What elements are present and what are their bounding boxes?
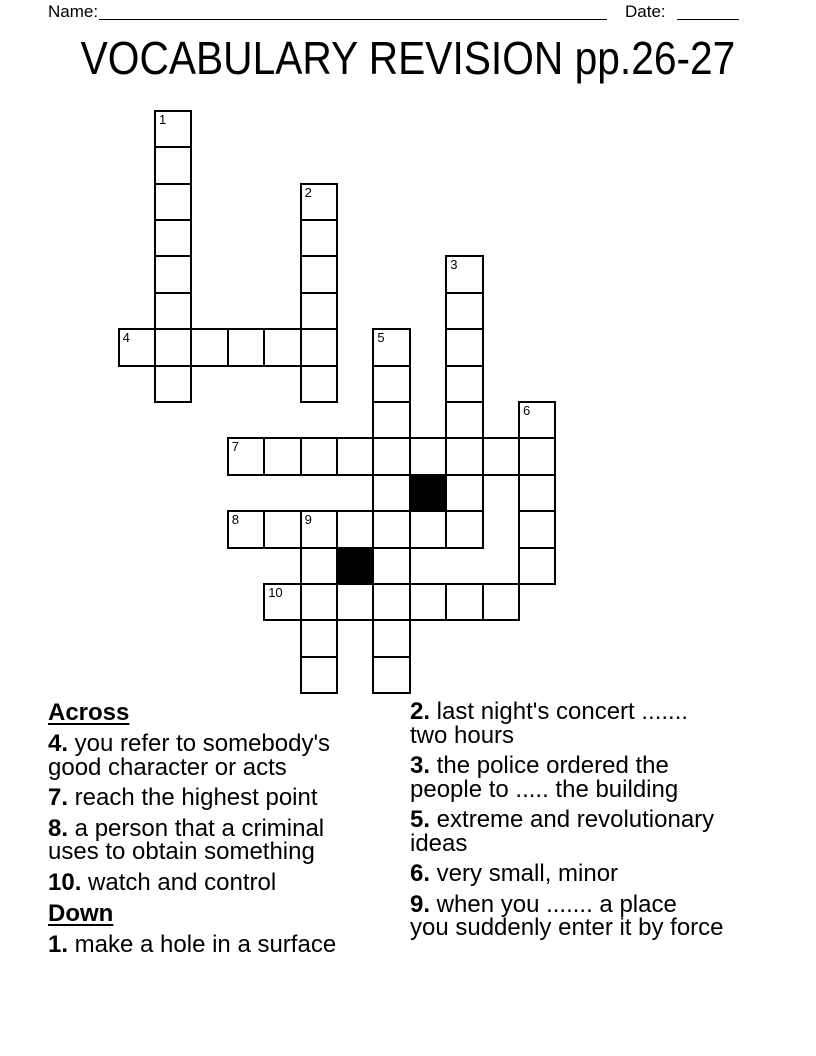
grid-cell[interactable] [154, 365, 192, 403]
down-clues-list-rest [410, 700, 760, 940]
crossword-grid [118, 110, 557, 695]
cell-number: 9 [304, 512, 312, 528]
grid-cell[interactable] [300, 656, 338, 694]
clue-number: 7. [48, 784, 69, 811]
across-clues-list [48, 732, 370, 894]
grid-cell[interactable] [518, 437, 556, 475]
grid-cell[interactable] [300, 365, 338, 403]
grid-cell[interactable] [372, 583, 410, 621]
clue-across-4: 4. you refer to somebody's good character or acts [48, 730, 331, 781]
clue-across-10: 10. watch and control [48, 868, 277, 896]
blocked-cell [409, 474, 447, 512]
grid-cell[interactable] [227, 437, 265, 475]
cell-number: 5 [377, 330, 385, 346]
grid-cell[interactable] [263, 510, 301, 548]
grid-cell[interactable] [300, 255, 338, 293]
grid-cell[interactable] [263, 437, 301, 475]
grid-cell[interactable] [336, 510, 374, 548]
grid-cell[interactable] [263, 328, 301, 366]
grid-cell[interactable] [154, 146, 192, 184]
clue-across-7: 7. reach the highest point [48, 784, 318, 811]
grid-cell[interactable] [300, 183, 338, 221]
date-fill-in-line[interactable] [677, 19, 739, 20]
grid-cell[interactable] [445, 437, 483, 475]
grid-cell[interactable] [445, 474, 483, 512]
down-heading: Down [48, 900, 114, 927]
grid-cell[interactable] [445, 510, 483, 548]
cell-number: 8 [231, 512, 240, 528]
grid-cell[interactable] [372, 474, 410, 512]
clue-down-9: 9. when you ....... a place you suddenly enter it by force [410, 890, 724, 941]
grid-cell[interactable] [409, 437, 447, 475]
clue-down-5: 5. extreme and revolutionary ideas [410, 806, 715, 857]
grid-cell[interactable] [154, 255, 192, 293]
grid-cell[interactable] [372, 437, 410, 475]
grid-cell[interactable] [300, 510, 338, 548]
clue-number: 4. [48, 730, 69, 757]
across-heading: Across [48, 699, 130, 726]
cell-number: 7 [231, 439, 240, 455]
date-label: Date: [625, 2, 666, 21]
grid-cell[interactable] [154, 328, 192, 366]
grid-cell[interactable] [372, 365, 410, 403]
grid-cell[interactable] [372, 510, 410, 548]
clue-across-8: 8. a person that a criminal uses to obtain something [48, 814, 325, 865]
grid-cell[interactable] [445, 365, 483, 403]
grid-cell[interactable] [263, 583, 301, 621]
clue-number: 6. [410, 860, 431, 887]
grid-cell[interactable] [409, 583, 447, 621]
grid-cell[interactable] [372, 328, 410, 366]
clue-down-6: 6. very small, minor [410, 860, 619, 887]
grid-cell[interactable] [445, 255, 483, 293]
grid-cell[interactable] [300, 292, 338, 330]
grid-cell[interactable] [372, 547, 410, 585]
grid-cell[interactable] [445, 401, 483, 439]
grid-cell[interactable] [518, 547, 556, 585]
grid-cell[interactable] [372, 656, 410, 694]
clues-right-column [410, 700, 760, 947]
clue-down-2: 2. last night's concert ....... two hours [410, 698, 689, 749]
grid-cell[interactable] [300, 619, 338, 657]
grid-cell[interactable] [482, 583, 520, 621]
grid-cell[interactable] [518, 474, 556, 512]
blocked-cell [336, 547, 374, 585]
clue-number: 1. [48, 931, 69, 958]
clues-left-column [48, 700, 370, 964]
clue-number: 5. [410, 806, 431, 833]
clue-number: 3. [410, 752, 431, 779]
clue-number: 9. [410, 890, 431, 918]
grid-cell[interactable] [300, 328, 338, 366]
grid-cell[interactable] [518, 510, 556, 548]
grid-cell[interactable] [118, 328, 156, 366]
clue-down-1: 1. make a hole in a surface [48, 931, 337, 958]
grid-cell[interactable] [300, 219, 338, 257]
name-fill-in-line[interactable] [99, 19, 607, 20]
cell-number: 6 [522, 402, 531, 418]
worksheet-title: VOCABULARY REVISION pp.26-27 [80, 32, 736, 84]
grid-cell[interactable] [190, 328, 228, 366]
grid-cell[interactable] [482, 437, 520, 475]
grid-cell[interactable] [336, 583, 374, 621]
down-clues-list-start [48, 933, 370, 957]
name-label: Name: [48, 2, 99, 21]
clue-number: 2. [410, 698, 431, 725]
grid-cell[interactable] [227, 328, 265, 366]
grid-cell[interactable] [336, 437, 374, 475]
grid-cell[interactable] [445, 328, 483, 366]
grid-cell[interactable] [300, 583, 338, 621]
cell-number: 2 [304, 184, 312, 200]
clue-down-3: 3. the police ordered the people to ..... the building [410, 752, 679, 803]
grid-cell[interactable] [409, 510, 447, 548]
grid-cell[interactable] [227, 510, 265, 548]
grid-cell[interactable] [154, 110, 192, 148]
grid-cell[interactable] [372, 401, 410, 439]
cell-number: 10 [268, 584, 283, 600]
grid-cell[interactable] [154, 219, 192, 257]
grid-cell[interactable] [300, 437, 338, 475]
clue-number: 8. [48, 814, 69, 842]
grid-cell[interactable] [445, 292, 483, 330]
cell-number: 1 [158, 111, 167, 127]
grid-cell[interactable] [518, 401, 556, 439]
grid-cell[interactable] [154, 292, 192, 330]
grid-cell[interactable] [372, 619, 410, 657]
grid-cell[interactable] [445, 583, 483, 621]
clue-number: 10. [48, 868, 82, 896]
grid-cell[interactable] [154, 183, 192, 221]
grid-cell[interactable] [300, 547, 338, 585]
cell-number: 3 [450, 257, 458, 273]
cell-number: 4 [122, 330, 130, 346]
